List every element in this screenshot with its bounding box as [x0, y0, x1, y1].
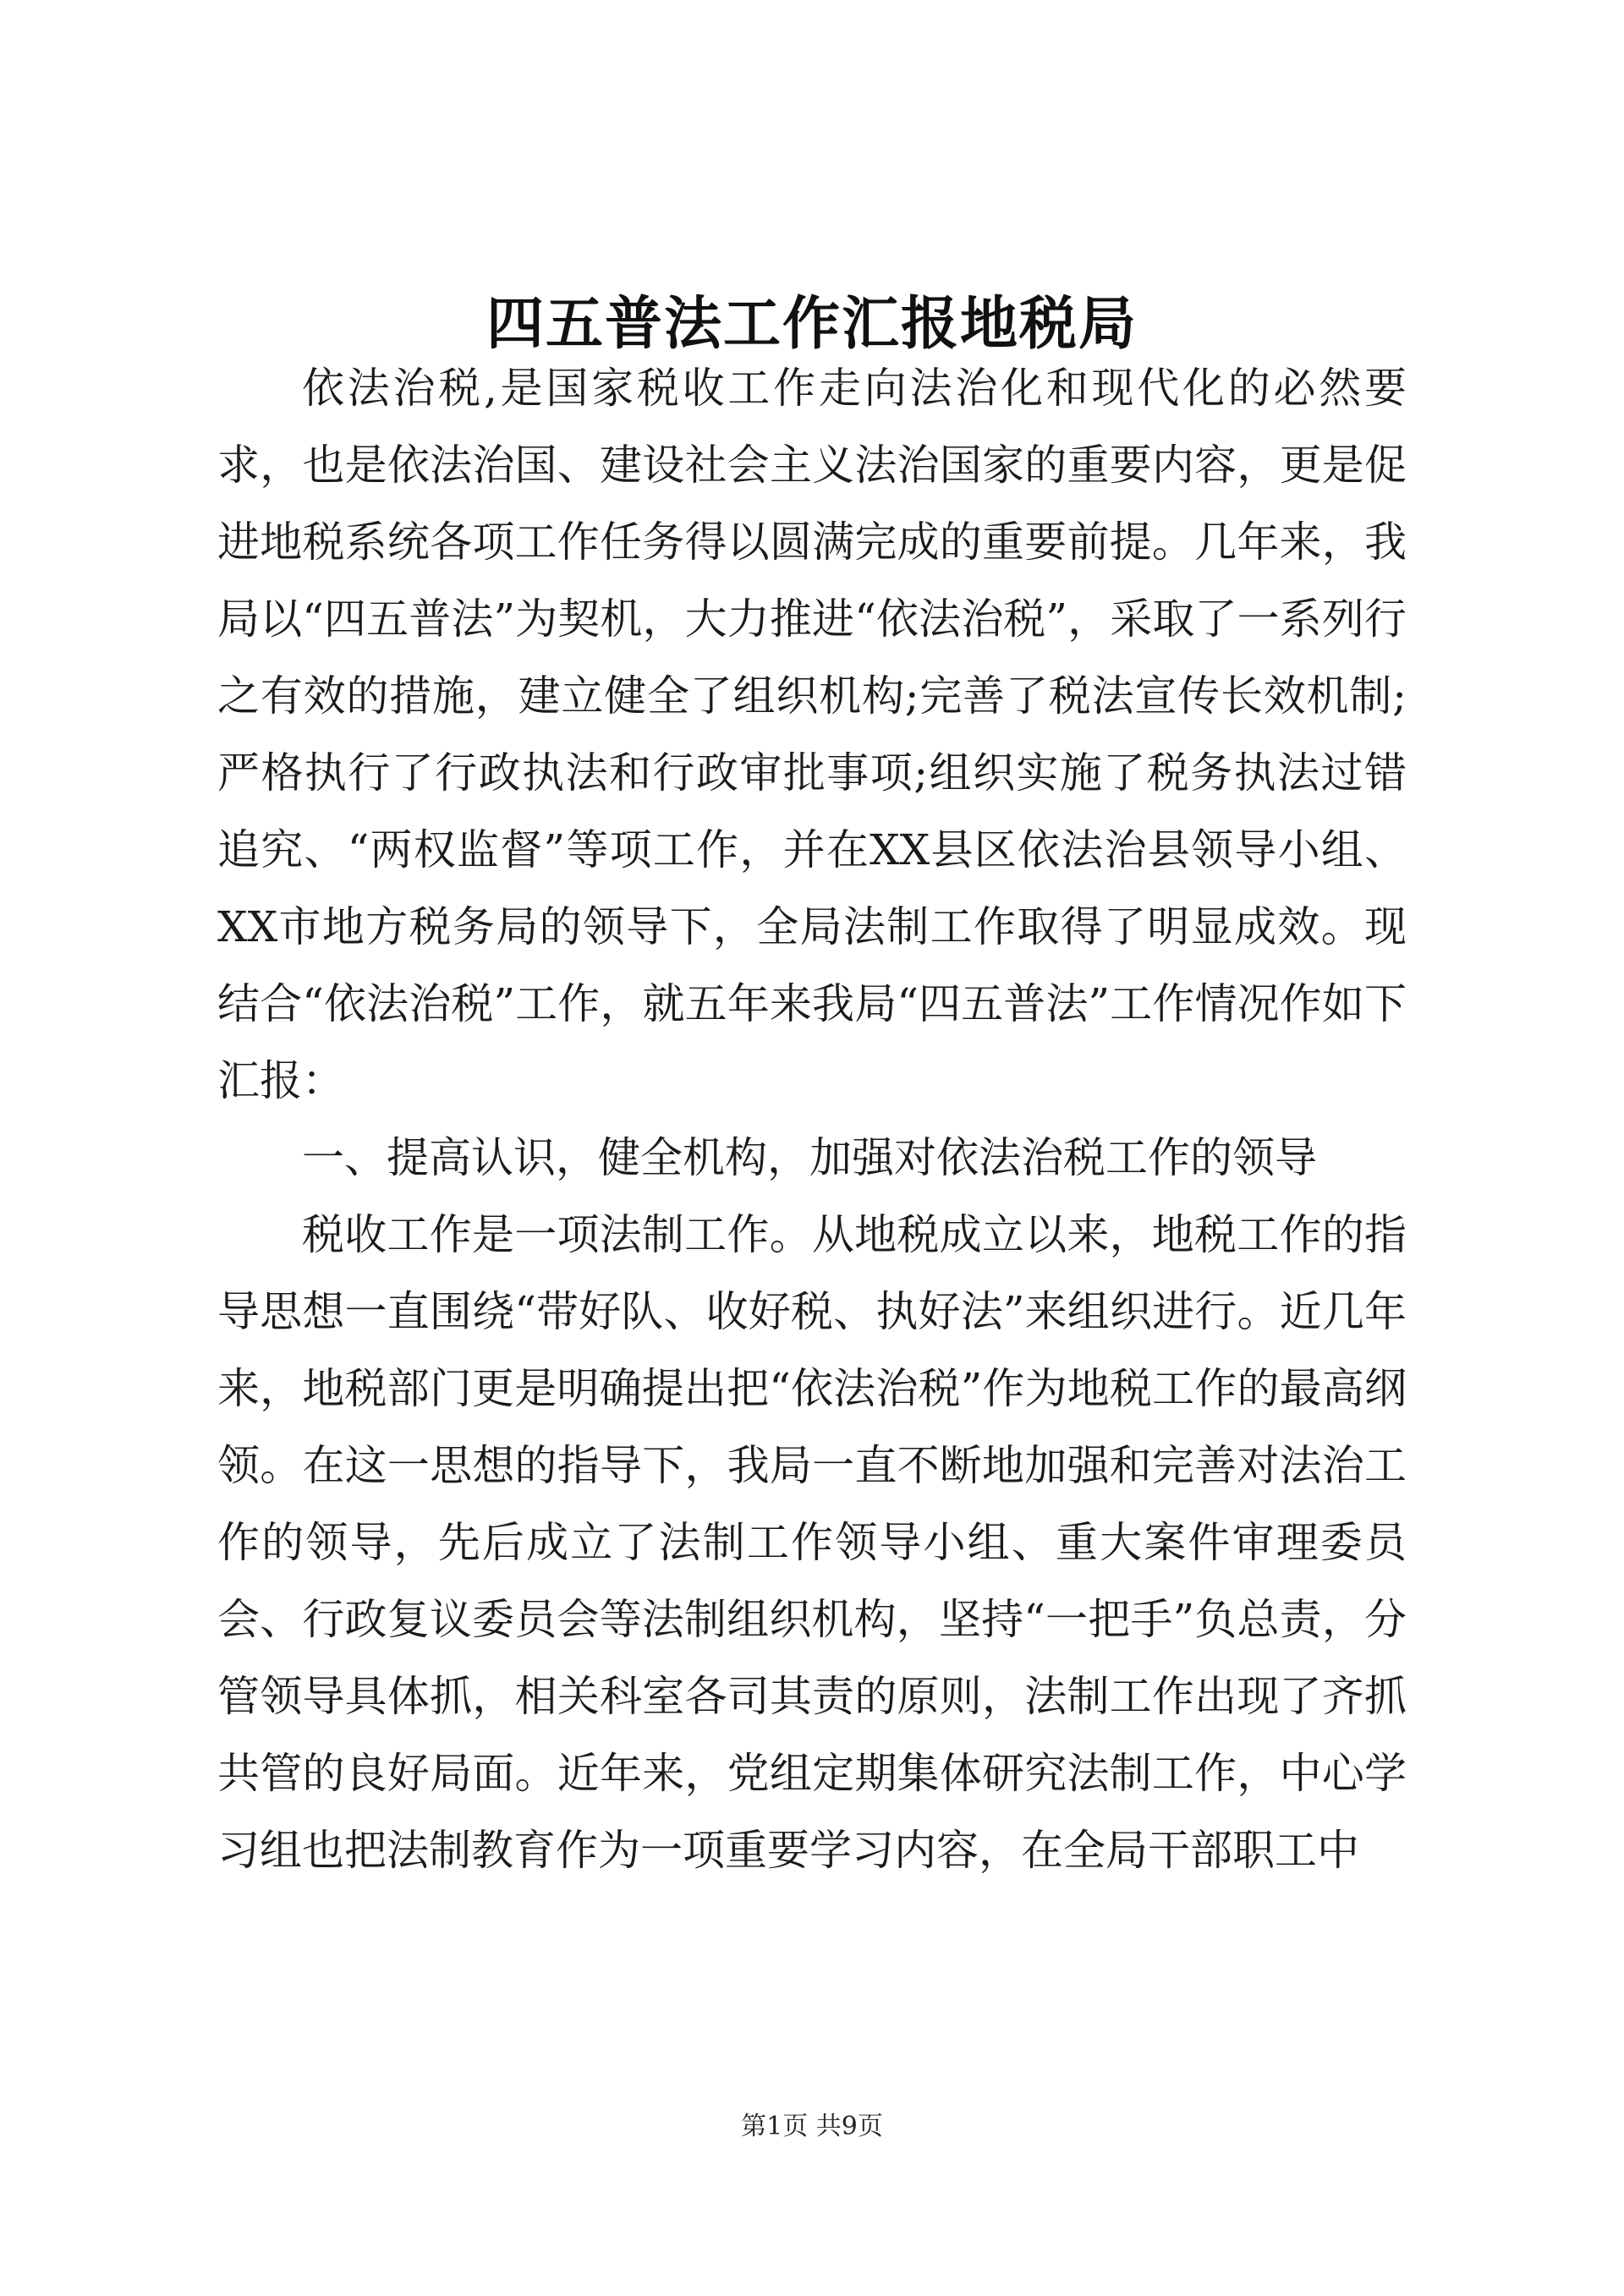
section-heading-1: 一、提高认识，健全机构，加强对依法治税工作的领导	[302, 1133, 1317, 1182]
document-title: 四五普法工作汇报地税局	[486, 290, 1138, 358]
paragraph-intro: 依法治税,是国家税收工作走向法治化和现代化的必然要求，也是依法治国、建设社会主义法治国家的重要内容，更是促进地税系统各项工作任务得以圆满完成的重要前提。几年来，我局以“四五普法”为契机，大力推进“依法治税”，采取了一系列行之有效的措施，建立健全了组织机构;完善了税法宣传长效机制;严格执行了行政执法和行政审批事项;组织实施了税务执法过错追究、“两权监督”等项工作，并在XX县区依法治县领导小组、XX市地方税务局的领导下，全局法制工作取得了明显成效。现结合“依法治税”工作，就五年来我局“四五普法”工作情况作如下汇报：	[217, 364, 1407, 1105]
paragraph-section-1: 税收工作是一项法制工作。从地税成立以来，地税工作的指导思想一直围绕“带好队、收好税、执好法”来组织进行。近几年来，地税部门更是明确提出把“依法治税”作为地税工作的最高纲领。在这一思想的指导下，我局一直不断地加强和完善对法治工作的领导，先后成立了法制工作领导小组、重大案件审理委员会、行政复议委员会等法制组织机构，坚持“一把手”负总责，分管领导具体抓，相关科室各司其责的原则，法制工作出现了齐抓共管的良好局面。近年来，党组定期集体研究法制工作，中心学习组也把法制教育作为一项重要学习内容，在全局干部职工中	[217, 1210, 1407, 1875]
page-footer: 第1页 共9页	[741, 2112, 883, 2141]
document-body	[217, 350, 1407, 1889]
